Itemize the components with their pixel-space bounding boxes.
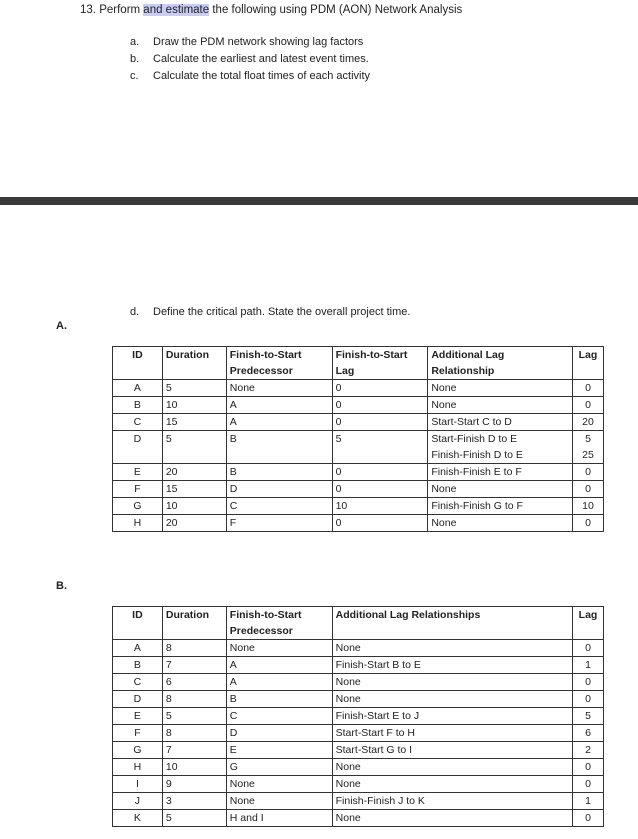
cell-predecessor: A — [226, 414, 332, 431]
item-letter: d. — [130, 306, 140, 318]
table-row — [113, 742, 604, 759]
cell-lag: 0 — [572, 464, 603, 481]
cell-id: C — [113, 414, 163, 431]
table-row — [113, 498, 604, 515]
cell-predecessor: B — [226, 464, 332, 481]
table-row — [113, 431, 604, 464]
table-row — [113, 810, 604, 827]
cell-duration: 10 — [162, 498, 226, 515]
cell-relationship: Start-Start C to D — [428, 414, 573, 431]
cell-relationship: Start-Start F to H — [332, 725, 572, 742]
cell-duration: 15 — [162, 481, 226, 498]
cell-lag: 5 — [572, 708, 603, 725]
table-header — [113, 347, 604, 380]
question-text-post: the following using PDM (AON) Network Analysis — [209, 4, 463, 16]
item-letter: c. — [130, 70, 139, 82]
table-row — [113, 414, 604, 431]
cell-predecessor: E — [226, 742, 332, 759]
cell-predecessor: B — [226, 431, 332, 464]
cell-predecessor: B — [226, 691, 332, 708]
question-title — [80, 4, 462, 16]
cell-id: I — [113, 776, 163, 793]
cell-fts-lag: 0 — [332, 481, 428, 498]
cell-predecessor: C — [226, 708, 332, 725]
table-b — [112, 606, 604, 827]
cell-relationship: None — [428, 481, 573, 498]
header-fts-predecessor — [226, 607, 332, 640]
cell-fts-lag: 0 — [332, 414, 428, 431]
header-line: Finish-to-Start — [229, 609, 302, 621]
lag-line: 25 — [582, 449, 594, 461]
cell-duration: 5 — [162, 810, 226, 827]
item-text: Define the critical path. State the overall project time. — [153, 306, 411, 318]
cell-duration: 5 — [162, 708, 226, 725]
table-row — [113, 657, 604, 674]
cell-lag: 6 — [572, 725, 603, 742]
cell-lag: 0 — [572, 674, 603, 691]
table-row — [113, 776, 604, 793]
relationship-line: Start-Finish D to E — [431, 433, 518, 445]
table-row — [113, 793, 604, 810]
cell-duration: 5 — [162, 380, 226, 397]
section-a-label: A. — [56, 320, 67, 332]
table-header — [113, 607, 604, 640]
cell-duration: 6 — [162, 674, 226, 691]
cell-id: B — [113, 657, 163, 674]
table-row — [113, 691, 604, 708]
header-line: Relationship — [431, 365, 495, 377]
header-additional-lag: Additional Lag Relationships — [332, 607, 572, 640]
cell-lag: 2 — [572, 742, 603, 759]
cell-duration: 20 — [162, 515, 226, 532]
cell-duration: 20 — [162, 464, 226, 481]
lag-line: 5 — [585, 433, 591, 445]
list-item — [130, 70, 371, 82]
cell-predecessor: A — [226, 397, 332, 414]
item-text: Calculate the earliest and latest event times. — [153, 53, 369, 65]
table-row — [113, 725, 604, 742]
cell-relationship: None — [332, 691, 572, 708]
cell-lag: 0 — [572, 481, 603, 498]
cell-id: D — [113, 431, 163, 464]
table-row — [113, 515, 604, 532]
item-letter: a. — [130, 36, 140, 48]
item-letter: b. — [130, 53, 140, 65]
table-row — [113, 759, 604, 776]
cell-lag: 1 — [572, 657, 603, 674]
cell-id: E — [113, 708, 163, 725]
cell-duration: 10 — [162, 397, 226, 414]
header-line: Finish-to-Start — [229, 349, 302, 361]
cell-lag: 0 — [572, 810, 603, 827]
list-item — [130, 53, 369, 65]
item-text: Calculate the total float times of each activity — [153, 70, 371, 82]
cell-id: D — [113, 691, 163, 708]
cell-lag: 0 — [572, 380, 603, 397]
cell-lag: 0 — [572, 691, 603, 708]
table-row — [113, 708, 604, 725]
cell-relationship: Finish-Finish J to K — [332, 793, 572, 810]
cell-fts-lag: 10 — [332, 498, 428, 515]
cell-relationship: None — [428, 515, 573, 532]
cell-id: A — [113, 380, 163, 397]
highlighted-text: and estimate — [143, 4, 210, 16]
header-line: Finish-to-Start — [335, 349, 408, 361]
cell-lag: 10 — [572, 498, 603, 515]
cell-predecessor: D — [226, 481, 332, 498]
cell-lag: 0 — [572, 776, 603, 793]
header-additional-lag — [428, 347, 573, 380]
header-line: Lag — [335, 365, 355, 377]
table-row — [113, 397, 604, 414]
cell-duration: 10 — [162, 759, 226, 776]
cell-predecessor: F — [226, 515, 332, 532]
section-b-label: B. — [56, 580, 67, 592]
header-line: Predecessor — [229, 625, 293, 637]
cell-duration: 8 — [162, 725, 226, 742]
cell-relationship: None — [332, 674, 572, 691]
cell-lag: 0 — [572, 759, 603, 776]
table-row — [113, 674, 604, 691]
table-row — [113, 380, 604, 397]
cell-id: H — [113, 515, 163, 532]
cell-predecessor: None — [226, 776, 332, 793]
cell-duration: 8 — [162, 691, 226, 708]
cell-relationship: Finish-Start E to J — [332, 708, 572, 725]
list-item — [130, 306, 411, 318]
cell-fts-lag: 5 — [332, 431, 428, 464]
cell-id: K — [113, 810, 163, 827]
table-row — [113, 640, 604, 657]
header-lag: Lag — [572, 607, 603, 640]
cell-id: F — [113, 481, 163, 498]
cell-duration: 8 — [162, 640, 226, 657]
cell-duration: 3 — [162, 793, 226, 810]
cell-predecessor: None — [226, 380, 332, 397]
cell-lag: 1 — [572, 793, 603, 810]
cell-predecessor: None — [226, 640, 332, 657]
cell-duration: 7 — [162, 657, 226, 674]
cell-lag — [572, 431, 603, 464]
item-text: Draw the PDM network showing lag factors — [153, 36, 364, 48]
cell-relationship: None — [332, 640, 572, 657]
cell-id: C — [113, 674, 163, 691]
cell-fts-lag: 0 — [332, 380, 428, 397]
cell-predecessor: None — [226, 793, 332, 810]
cell-predecessor: H and I — [226, 810, 332, 827]
cell-relationship: None — [332, 810, 572, 827]
relationship-line: Finish-Finish D to E — [431, 449, 523, 461]
cell-relationship: None — [332, 776, 572, 793]
cell-predecessor: D — [226, 725, 332, 742]
cell-id: F — [113, 725, 163, 742]
header-duration: Duration — [162, 607, 226, 640]
cell-id: A — [113, 640, 163, 657]
header-fts-lag — [332, 347, 428, 380]
header-line: Additional Lag — [431, 349, 505, 361]
cell-relationship: None — [332, 759, 572, 776]
cell-relationship: Start-Start G to I — [332, 742, 572, 759]
cell-lag: 0 — [572, 397, 603, 414]
cell-id: B — [113, 397, 163, 414]
header-line: Predecessor — [229, 365, 293, 377]
header-duration: Duration — [162, 347, 226, 380]
cell-id: J — [113, 793, 163, 810]
cell-predecessor: A — [226, 657, 332, 674]
cell-relationship: Finish-Finish G to F — [428, 498, 573, 515]
header-lag: Lag — [572, 347, 603, 380]
cell-lag: 20 — [572, 414, 603, 431]
cell-duration: 7 — [162, 742, 226, 759]
header-id: ID — [113, 347, 163, 380]
list-item — [130, 36, 364, 48]
header-fts-predecessor — [226, 347, 332, 380]
cell-id: G — [113, 742, 163, 759]
page-divider — [0, 197, 638, 205]
cell-relationship: None — [428, 380, 573, 397]
cell-fts-lag: 0 — [332, 464, 428, 481]
table-row — [113, 481, 604, 498]
cell-fts-lag: 0 — [332, 397, 428, 414]
cell-duration: 15 — [162, 414, 226, 431]
cell-relationship: Finish-Finish E to F — [428, 464, 573, 481]
cell-id: G — [113, 498, 163, 515]
cell-duration: 5 — [162, 431, 226, 464]
question-text-pre: Perform — [99, 4, 144, 16]
header-id: ID — [113, 607, 163, 640]
cell-predecessor: A — [226, 674, 332, 691]
cell-lag: 0 — [572, 515, 603, 532]
cell-relationship: Finish-Start B to E — [332, 657, 572, 674]
cell-id: E — [113, 464, 163, 481]
cell-duration: 9 — [162, 776, 226, 793]
cell-relationship — [428, 431, 573, 464]
cell-lag: 0 — [572, 640, 603, 657]
table-a — [112, 346, 604, 532]
cell-predecessor: G — [226, 759, 332, 776]
cell-fts-lag: 0 — [332, 515, 428, 532]
cell-relationship: None — [428, 397, 573, 414]
cell-predecessor: C — [226, 498, 332, 515]
cell-id: H — [113, 759, 163, 776]
question-number: 13. — [80, 4, 96, 16]
table-row — [113, 464, 604, 481]
